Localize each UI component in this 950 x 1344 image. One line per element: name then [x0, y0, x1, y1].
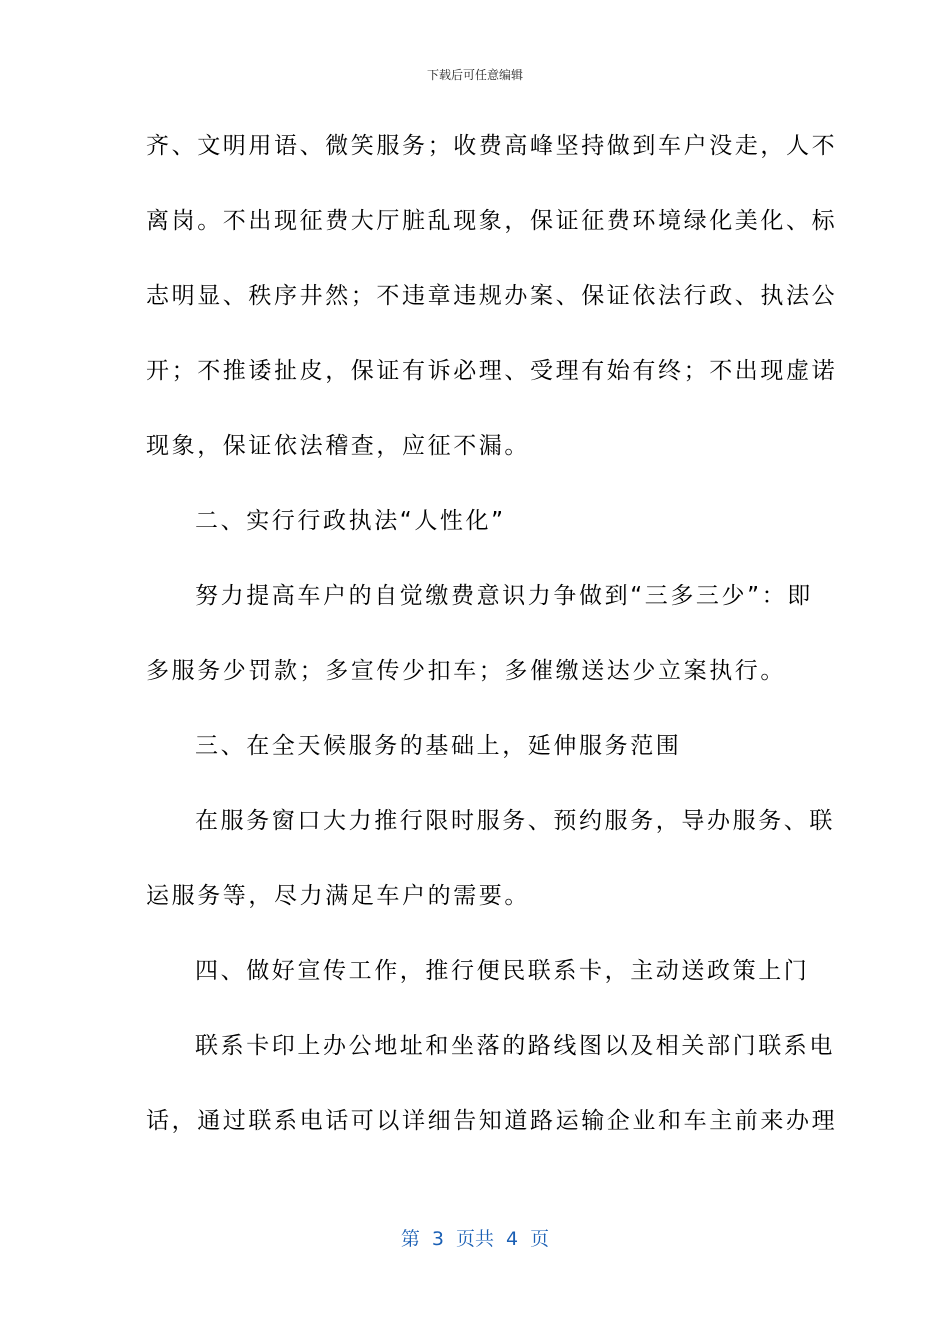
text-line: 齐、文明用语、微笑服务；收费高峰坚持做到车户没走，人不 — [146, 133, 838, 159]
page-footer — [0, 1224, 950, 1251]
page-header: 下载后可任意编辑 — [426, 68, 523, 82]
total-pages-number: 4 — [506, 1228, 519, 1250]
text-line: 现象，保证依法稽查，应征不漏。 — [146, 433, 530, 459]
text-line: 多服务少罚款；多宣传少扣车；多催缴送达少立案执行。 — [146, 658, 786, 684]
text-line: 志明显、秩序井然；不违章违规办案、保证依法行政、执法公 — [146, 283, 838, 309]
document-body — [146, 120, 838, 1170]
text-line: 离岗。不出现征费大厅脏乱现象，保证征费环境绿化美化、标 — [146, 208, 838, 234]
text-line: 开；不推诿扯皮，保证有诉必理、受理有始有终；不出现虚诺 — [146, 358, 838, 384]
text-line: 四、做好宣传工作，推行便民联系卡，主动送政策上门 — [195, 958, 810, 984]
text-line: 在服务窗口大力推行限时服务、预约服务，导办服务、联 — [195, 808, 835, 834]
footer-end: 页 — [530, 1228, 550, 1250]
text-line: 三、在全天候服务的基础上，延伸服务范围 — [195, 733, 682, 759]
footer-prefix: 第 — [400, 1228, 420, 1250]
text-line: 运服务等，尽力满足车户的需要。 — [146, 883, 530, 909]
text-line: 联系卡印上办公地址和坐落的路线图以及相关部门联系电 — [195, 1033, 835, 1059]
text-line: 努力提高车户的自觉缴费意识力争做到“三多三少”：即 — [195, 583, 813, 609]
footer-middle: 页共 — [455, 1228, 494, 1250]
text-line: 二、实行行政执法“人性化” — [195, 508, 506, 534]
text-line: 话，通过联系电话可以详细告知道路运输企业和车主前来办理 — [146, 1108, 838, 1134]
current-page-number: 3 — [431, 1228, 444, 1250]
